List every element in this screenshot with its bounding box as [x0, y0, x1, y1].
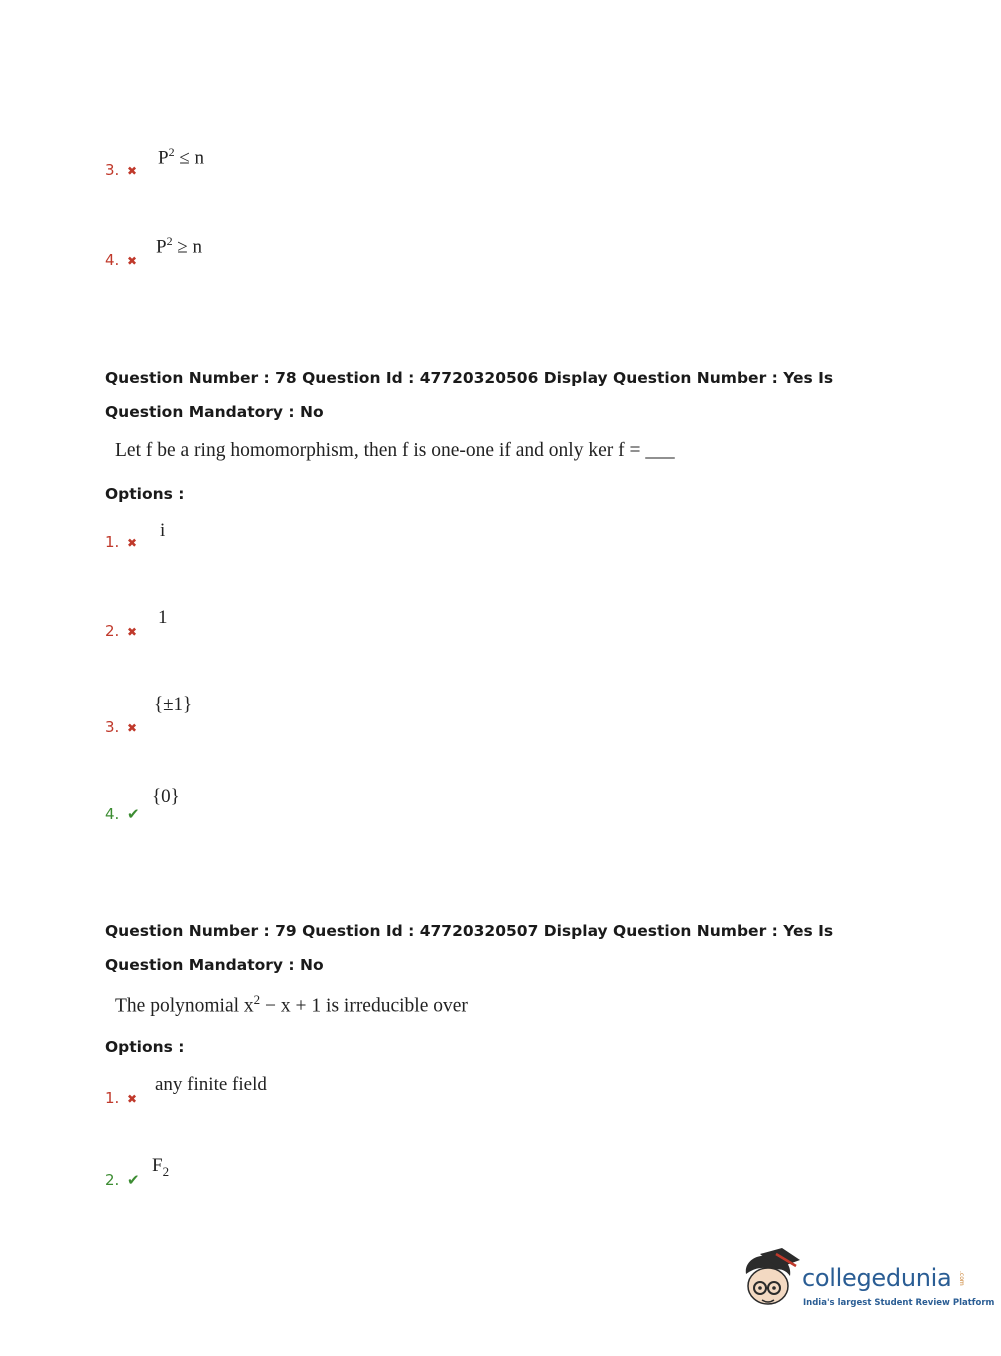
- option-number: 2. ✔: [105, 1171, 140, 1189]
- question-text: The polynomial $x^2 - x + 1$ is irreducible over: [115, 992, 468, 1017]
- options-label: Options :: [105, 485, 185, 503]
- option-number: 3. ✖: [105, 161, 138, 179]
- options-label: Options :: [105, 1038, 185, 1056]
- option-value: i: [160, 520, 166, 541]
- option-value: 1: [158, 607, 168, 628]
- option-number: 2. ✖: [105, 622, 138, 640]
- check-icon: ✔: [127, 805, 140, 823]
- cross-icon: ✖: [127, 625, 138, 639]
- option-number: 4. ✖: [105, 251, 138, 269]
- mascot-icon: [742, 1248, 802, 1312]
- logo-tagline: India's largest Student Review Platform: [803, 1298, 995, 1308]
- option-value: {±1}: [154, 694, 193, 715]
- cross-icon: ✖: [127, 1092, 138, 1106]
- question-header: Question Number : 78 Question Id : 47720320506 Display Question Number : Yes Is Question Mandatory : No: [105, 369, 834, 421]
- option-number: 1. ✖: [105, 533, 138, 551]
- cross-icon: ✖: [127, 164, 138, 178]
- question-header: Question Number : 79 Question Id : 47720320507 Display Question Number : Yes Is Question Mandatory : No: [105, 922, 834, 974]
- option-value: any finite field: [155, 1074, 267, 1095]
- option-value: $P^2 \le n$: [158, 145, 205, 169]
- logo-wordmark: collegedunia: [802, 1264, 952, 1292]
- cross-icon: ✖: [127, 254, 138, 268]
- option-number: 3. ✖: [105, 718, 138, 736]
- option-number: 1. ✖: [105, 1089, 138, 1107]
- option-value: $F_2$: [152, 1155, 170, 1179]
- question-text: Let f be a ring homomorphism, then f is one-one if and only ker f = ___: [115, 440, 675, 461]
- check-icon: ✔: [127, 1171, 140, 1189]
- option-number: 4. ✔: [105, 805, 140, 823]
- option-value: $P^2 \ge n$: [156, 234, 203, 258]
- logo-domain: .com: [958, 1271, 965, 1286]
- cross-icon: ✖: [127, 536, 138, 550]
- cross-icon: ✖: [127, 721, 138, 735]
- option-value: {0}: [152, 786, 180, 807]
